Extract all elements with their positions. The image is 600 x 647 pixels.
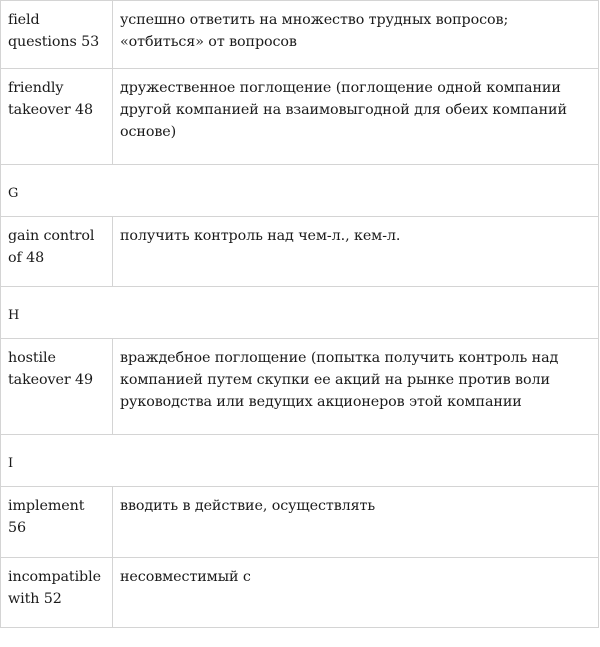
section-letter: H xyxy=(1,287,599,339)
glossary-definition: дружественное поглощение (поглощение одной компании другой компанией на взаимовыгодной для обеих компаний основе) xyxy=(113,69,599,165)
glossary-definition: успешно ответить на множество трудных вопросов; «отбиться» от вопросов xyxy=(113,1,599,69)
glossary-row xyxy=(1,487,599,558)
glossary-definition: вводить в действие, осуществлять xyxy=(113,487,599,558)
section-letter-row xyxy=(1,435,599,487)
glossary-term: field questions 53 xyxy=(1,1,113,69)
glossary-row xyxy=(1,69,599,165)
glossary-row xyxy=(1,558,599,628)
section-letter-row xyxy=(1,165,599,217)
section-letter-row xyxy=(1,287,599,339)
glossary-definition: несовместимый с xyxy=(113,558,599,628)
section-letter: I xyxy=(1,435,599,487)
glossary-term: implement 56 xyxy=(1,487,113,558)
glossary-term: incompatible with 52 xyxy=(1,558,113,628)
section-letter: G xyxy=(1,165,599,217)
glossary-term: hostile takeover 49 xyxy=(1,339,113,435)
glossary-definition: враждебное поглощение (попытка получить контроль над компанией путем скупки ее акций на рынке против воли руководства или ведущих акционеров этой компании xyxy=(113,339,599,435)
glossary-term: gain control of 48 xyxy=(1,217,113,287)
glossary-row xyxy=(1,217,599,287)
glossary-term: friendly takeover 48 xyxy=(1,69,113,165)
glossary-row xyxy=(1,1,599,69)
glossary-definition: получить контроль над чем-л., кем-л. xyxy=(113,217,599,287)
glossary-row xyxy=(1,339,599,435)
